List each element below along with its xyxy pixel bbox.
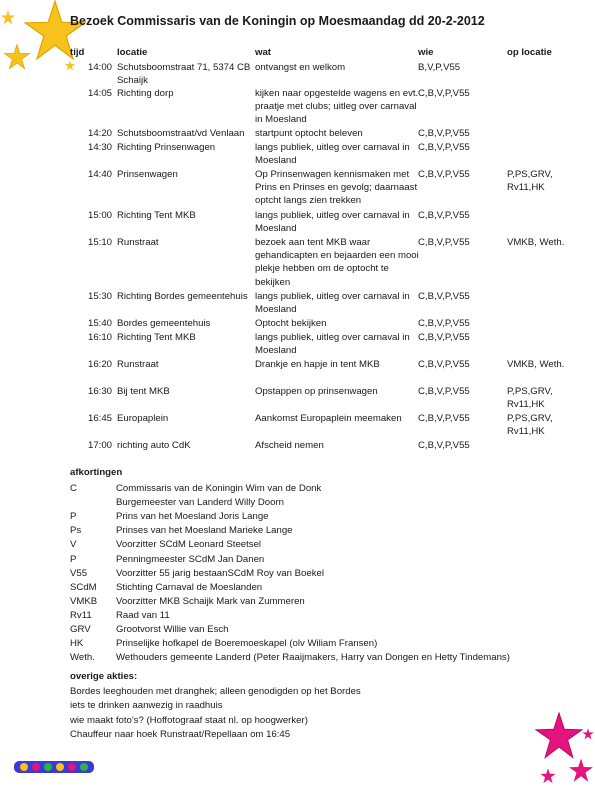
- what-cell: kijken naar opgestelde wagens en evt. praatje met clubs; uitleg over carnaval in Moesland: [255, 88, 419, 126]
- location-cell: Prinsenwagen: [117, 169, 178, 180]
- location-cell: Bordes gemeentehuis: [117, 318, 211, 329]
- star-icon: [534, 712, 584, 760]
- abbreviation-value: Penningmeester SCdM Jan Danen: [116, 553, 265, 565]
- op-locatie-cell: P,PS,GRV, Rv11,HK: [507, 413, 553, 438]
- time-cell: 14:20: [88, 128, 113, 139]
- star-icon: [582, 728, 594, 740]
- who-cell: B,V,P,V55: [418, 62, 461, 73]
- who-cell: C,B,V,P,V55: [418, 332, 470, 343]
- location-cell: Schutsboomstraat/vd Venlaan: [117, 128, 245, 139]
- time-cell: 14:00: [88, 62, 113, 73]
- what-cell: startpunt optocht beleven: [255, 128, 363, 139]
- abbreviation-key: V: [70, 539, 77, 551]
- who-cell: C,B,V,P,V55: [418, 386, 470, 397]
- what-cell: Aankomst Europaplein meemaken: [255, 413, 402, 424]
- list-item: wie maakt foto's? (Hoffotograaf staat nl. op hoogwerker): [70, 714, 308, 726]
- location-cell: Richting Prinsenwagen: [117, 142, 216, 153]
- who-cell: C,B,V,P,V55: [418, 359, 470, 370]
- time-cell: 15:00: [88, 210, 113, 221]
- star-icon: [568, 758, 594, 783]
- abbreviation-value: Prins van het Moesland Joris Lange: [116, 511, 269, 523]
- abbreviation-value: Burgemeester van Landerd Willy Doorn: [116, 497, 284, 509]
- abbreviation-key: HK: [70, 638, 84, 650]
- time-cell: 16:10: [88, 332, 113, 343]
- location-cell: Bij tent MKB: [117, 386, 170, 397]
- abbreviation-value: Voorzitter MKB Schaijk Mark van Zummeren: [116, 595, 305, 607]
- location-cell: Schutsboomstraat 71, 5374 CB Schaijk: [117, 62, 251, 87]
- abbreviation-value: Wethouders gemeente Landerd (Peter Raaijmakers, Harry van Dongen en Hetty Tindemans): [116, 652, 510, 664]
- header-locatie: locatie: [117, 47, 148, 58]
- list-item: Bordes leeghouden met dranghek; alleen genodigden op het Bordes: [70, 686, 361, 697]
- op-locatie-cell: P,PS,GRV, Rv11,HK: [507, 169, 553, 194]
- op-locatie-cell: P,PS,GRV, Rv11,HK: [507, 386, 553, 411]
- abbreviation-key: SCdM: [70, 581, 97, 593]
- header-op-locatie: op locatie: [507, 47, 552, 58]
- abbreviation-value: Prinses van het Moesland Marieke Lange: [116, 525, 293, 537]
- what-cell: Optocht bekijken: [255, 318, 327, 329]
- what-cell: langs publiek, uitleg over carnaval in Moesland: [255, 332, 410, 357]
- abbreviation-key: Rv11: [70, 609, 92, 621]
- what-cell: bezoek aan tent MKB waar gehandicapten en bejaarden een mooi plekje hebben om de optocht te bekijken: [255, 237, 419, 288]
- who-cell: C,B,V,P,V55: [418, 237, 470, 248]
- what-cell: Op Prinsenwagen kennismaken met Prins en Prinses en gevolg; daarnaast optcht langs zien trekken: [255, 169, 418, 207]
- time-cell: 14:05: [88, 88, 113, 99]
- what-cell: Opstappen op prinsenwagen: [255, 386, 378, 397]
- abbreviation-key: Weth.: [70, 652, 95, 664]
- abbreviation-key: C: [70, 483, 77, 494]
- list-item: iets te drinken aanwezig in raadhuis: [70, 700, 223, 712]
- abbreviation-key: P: [70, 553, 77, 565]
- time-cell: 16:20: [88, 359, 113, 370]
- what-cell: Drankje en hapje in tent MKB: [255, 359, 380, 370]
- abbreviation-value: Voorzitter 55 jarig bestaanSCdM Roy van Boekel: [116, 567, 324, 579]
- time-cell: 15:40: [88, 318, 113, 329]
- who-cell: C,B,V,P,V55: [418, 318, 470, 329]
- star-icon: [64, 60, 76, 71]
- abbreviation-value: Voorzitter SCdM Leonard Steetsel: [116, 539, 262, 551]
- who-cell: C,B,V,P,V55: [418, 142, 470, 153]
- location-cell: Richting dorp: [117, 88, 174, 99]
- what-cell: langs publiek, uitleg over carnaval in Moesland: [255, 210, 410, 235]
- who-cell: C,B,V,P,V55: [418, 128, 470, 139]
- location-cell: Europaplein: [117, 413, 169, 424]
- who-cell: C,B,V,P,V55: [418, 169, 470, 180]
- other-actions-title: overige akties:: [70, 671, 138, 682]
- abbreviation-value: Grootvorst Willie van Esch: [116, 624, 229, 635]
- list-item: Chauffeur naar hoek Runstraat/Repellaan om 16:45: [70, 728, 291, 740]
- op-locatie-cell: VMKB, Weth.: [507, 237, 565, 248]
- header-wat: wat: [255, 47, 271, 58]
- op-locatie-cell: VMKB, Weth.: [507, 359, 565, 370]
- who-cell: C,B,V,P,V55: [418, 440, 470, 451]
- star-icon: [0, 10, 16, 25]
- time-cell: 16:45: [88, 413, 113, 424]
- location-cell: Richting Bordes gemeentehuis: [117, 291, 248, 302]
- time-cell: 17:00: [88, 440, 113, 451]
- who-cell: C,B,V,P,V55: [418, 210, 470, 221]
- what-cell: ontvangst en welkom: [255, 62, 346, 73]
- abbreviation-value: Stichting Carnaval de Moeslanden: [116, 581, 263, 593]
- star-icon: [540, 768, 556, 784]
- who-cell: C,B,V,P,V55: [418, 291, 470, 302]
- star-icon: [3, 44, 31, 70]
- location-cell: Runstraat: [117, 237, 159, 248]
- what-cell: Afscheid nemen: [255, 440, 324, 451]
- page-title: Bezoek Commissaris van de Koningin op Moesmaandag dd 20-2-2012: [70, 14, 485, 28]
- header-wie: wie: [418, 47, 434, 58]
- abbreviation-value: Prinselijke hofkapel de Boeremoeskapel (olv Wiliam Fransen): [116, 638, 378, 650]
- abbreviation-key: GRV: [70, 624, 91, 635]
- who-cell: C,B,V,P,V55: [418, 88, 470, 99]
- abbreviations-title: afkortingen: [70, 467, 123, 478]
- who-cell: C,B,V,P,V55: [418, 413, 470, 424]
- time-cell: 14:40: [88, 169, 113, 180]
- time-cell: 16:30: [88, 386, 113, 397]
- abbreviation-value: Commissaris van de Koningin Wim van de Donk: [116, 483, 322, 494]
- time-cell: 15:10: [88, 237, 113, 248]
- abbreviation-key: P: [70, 511, 77, 523]
- abbreviation-key: V55: [70, 567, 88, 579]
- what-cell: langs publiek, uitleg over carnaval in Moesland: [255, 291, 410, 316]
- location-cell: Richting Tent MKB: [117, 210, 196, 221]
- abbreviation-key: Ps: [70, 525, 82, 537]
- header-tijd: tijd: [70, 47, 85, 58]
- time-cell: 14:30: [88, 142, 113, 153]
- location-cell: Richting Tent MKB: [117, 332, 196, 343]
- abbreviation-key: VMKB: [70, 595, 98, 607]
- location-cell: richting auto CdK: [117, 440, 191, 451]
- location-cell: Runstraat: [117, 359, 159, 370]
- what-cell: langs publiek, uitleg over carnaval in Moesland: [255, 142, 410, 167]
- time-cell: 15:30: [88, 291, 113, 302]
- carnival-logo-icon: [14, 758, 94, 776]
- abbreviation-value: Raad van 11: [116, 609, 170, 621]
